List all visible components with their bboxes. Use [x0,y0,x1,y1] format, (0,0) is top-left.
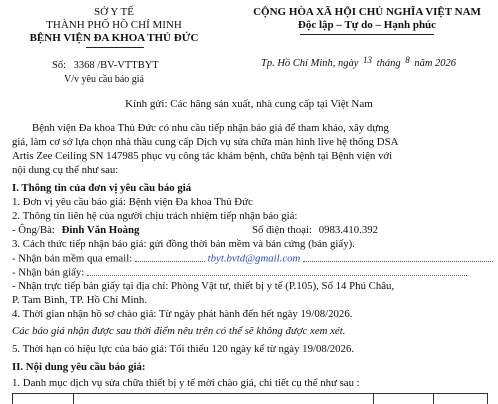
header-left-underline [86,47,144,48]
intro-line-4: nội dung cụ thể như sau: [12,164,119,176]
dept-name: SỞ Y TẾ [94,6,134,18]
direct-address-line-2: P. Tam Bình, TP. Hồ Chí Minh. [12,294,148,306]
table-col-divider-1 [73,394,74,404]
national-motto: Độc lập – Tự do – Hạnh phúc [297,19,437,31]
table-col-divider-2 [373,394,374,404]
item-5: 5. Thời hạn có hiệu lực của báo giá: Tối thiểu 120 ngày kể từ ngày 19/08/2026. [12,343,355,355]
item-1: 1. Đơn vị yêu cầu báo giá: Bệnh viện Đa khoa Thủ Đức [12,196,253,208]
email-dots-2 [303,252,493,262]
hospital-name: BỆNH VIỆN ĐA KHOA THỦ ĐỨC [29,32,199,44]
date-prefix: Tp. Hồ Chí Minh, ngày [261,58,359,69]
service-table-top [12,393,488,404]
date-day: 13 [363,55,373,65]
paper-label: - Nhận bản giấy: [12,266,85,279]
contact-row [12,224,486,236]
document-number-value: 3368 /BV-VTTBYT [73,60,159,71]
intro-line-2: giá, làm cơ sở lựa chọn nhà thầu cung cấp Dịch vụ sửa chữa màn hình live hệ thống DSA [12,136,399,148]
section-2-title: II. Nội dung yêu cầu báo giá: [12,361,146,373]
document-number-label: Số: [52,60,67,71]
late-note: Các báo giá nhận được sau thời điểm nêu trên có thể sẽ không được xem xét. [12,325,346,337]
email-label: - Nhận bản mềm qua email: [12,252,133,265]
email-dots-1 [135,252,205,262]
document-number [52,60,159,71]
paper-dots [87,266,467,276]
document-date [261,55,457,69]
document-subject: V/v yêu cầu báo giá [64,74,144,85]
date-month-label: tháng [376,58,401,69]
city-name: THÀNH PHỐ HỒ CHÍ MINH [46,19,182,31]
section-2-item-1: 1. Danh mục dịch vụ sửa chữa thiết bị y tế mời chào giá, chi tiết cụ thể như sau : [12,377,360,389]
contact-prefix: - Ông/Bà: [12,224,55,236]
table-col-divider-3 [433,394,434,404]
email-link[interactable]: tbyt.bvtd@gmail.com [207,252,301,265]
date-month: 8 [405,55,410,65]
phone-label: Số điện thoại: [252,224,312,236]
email-row [12,252,486,265]
greeting: Kính gửi: Các hãng sản xuất, nhà cung cấp tại Việt Nam [125,98,373,110]
intro-line-3: Artis Zee Ceiling SN 147985 phục vụ công tác khám bệnh, chữa bệnh tại Bệnh viện với [12,150,393,162]
national-title: CỘNG HÒA XÃ HỘI CHỦ NGHĨA VIỆT NAM [253,6,481,18]
paper-row [12,266,486,279]
item-2: 2. Thông tin liên hệ của người chịu trách nhiệm tiếp nhận báo giá: [12,210,298,222]
contact-name: Đinh Văn Hoàng [61,224,140,236]
item-4: 4. Thời gian nhận hồ sơ chào giá: Từ ngày phát hành đến hết ngày 19/08/2026. [12,308,353,320]
section-1-title: I. Thông tin của đơn vị yêu cầu báo giá [12,182,192,194]
item-3: 3. Cách thức tiếp nhận báo giá: gửi đồng thời bản mềm và bản cứng (bản giấy). [12,238,355,250]
phone-value: 0983.410.392 [318,224,379,236]
header-right-underline [300,34,434,35]
date-year: năm 2026 [414,58,457,69]
direct-address-line-1: - Nhận trực tiếp bản giấy tại địa chỉ: Phòng Vật tư, thiết bị y tế (P.105), Số 14 Phú Châu, [12,280,395,292]
intro-line-1: Bệnh viện Đa khoa Thủ Đức có nhu cầu tiếp nhận báo giá để tham khảo, xây dựng [32,122,389,134]
phone-row [252,224,378,236]
